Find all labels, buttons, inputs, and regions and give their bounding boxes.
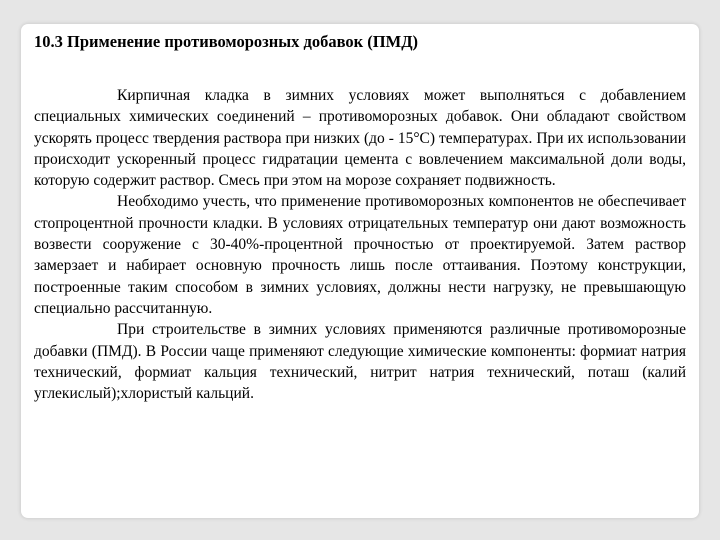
slide-body bbox=[34, 85, 686, 404]
slide-card bbox=[21, 24, 699, 518]
paragraph-2: Необходимо учесть, что применение противоморозных компонентов не обеспечивает стопроцентной прочности кладки. В условиях отрицательных температур они дают возможность возвести сооружение с 30-40%-процентной прочностью от проектируемой. Затем раствор замерзает и набирает основную прочность лишь после оттаивания. Поэтому конструкции, построенные таким способом в зимних условиях, должны нести нагрузку, не превышающую специально рассчитанную. bbox=[34, 193, 686, 317]
paragraph-1: Кирпичная кладка в зимних условиях может выполняться с добавлением специальных химических соединений – противоморозных добавок. Они обладают свойством ускорять процесс твердения раствора при низких (до - 15°С) температурах. При их использовании происходит ускоренный процесс гидратации цемента с вовлечением максимальной доли воды, которую содержит раствор. Смесь при этом на морозе сохраняет подвижность. bbox=[34, 87, 686, 190]
slide-title: 10.3 Применение противоморозных добавок (ПМД) bbox=[34, 32, 419, 51]
paragraph-3: При строительстве в зимних условиях применяются различные противоморозные добавки (ПМД). В России чаще применяют следующие химические компоненты: формиат натрия технический, формиат кальция технический, нитрит натрия технический, поташ (калий углекислый);хлористый кальций. bbox=[34, 321, 686, 403]
